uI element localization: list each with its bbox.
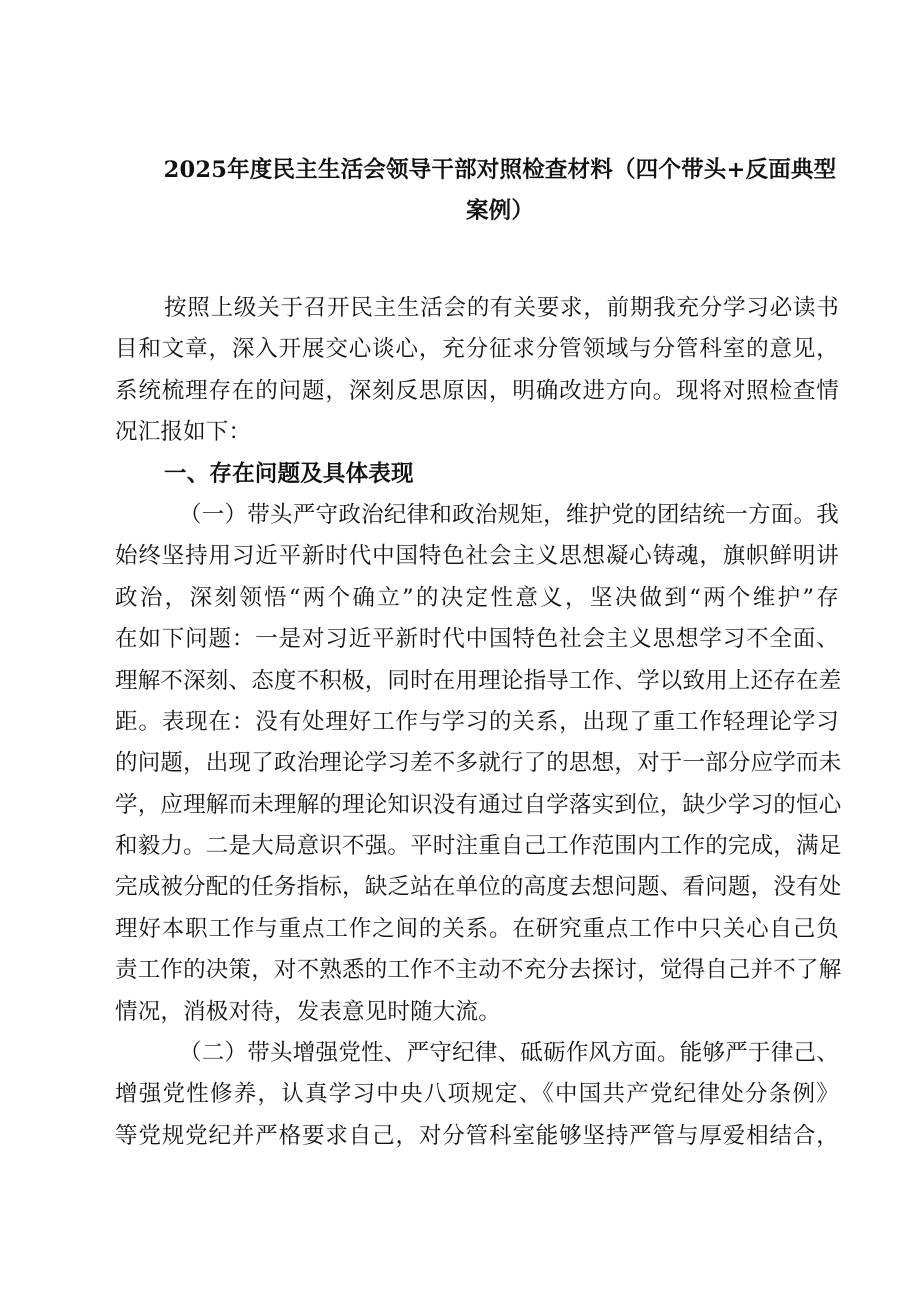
paragraph-line: 理好本职工作与重点工作之间的关系。在研究重点工作中只关心自己负	[115, 915, 839, 942]
paragraph-line: 责工作的决策，对不熟悉的工作不主动不充分去探讨，觉得自己并不了解	[115, 957, 842, 984]
paragraph-line: 始终坚持用习近平新时代中国特色社会主义思想凝心铸魂，旗帜鲜明讲	[115, 543, 839, 570]
paragraph-line: 增强党性修养，认真学习中央八项规定、《中国共产党纪律处分条例》	[115, 1081, 839, 1108]
paragraph-line: 学，应理解而未理解的理论知识没有通过自学落实到位，缺少学习的恒心	[115, 791, 842, 818]
section-heading-text: 一、存在问题及具体表现	[164, 460, 414, 487]
paragraph-line: 距。表现在：没有处理好工作与学习的关系，出现了重工作轻理论学习	[115, 708, 839, 735]
document-body	[115, 288, 842, 1157]
document-title	[160, 150, 840, 233]
paragraph-line: 的问题，出现了政治理论学习差不多就行了的思想，对于一部分应学而未	[115, 750, 842, 777]
paragraph-line: 系统梳理存在的问题，深刻反思原因，明确改进方向。现将对照检查情	[115, 377, 839, 404]
paragraph-line: （二）带头增强党性、严守纪律、砥砺作风方面。能够严于律己、	[179, 1040, 839, 1067]
paragraph-line: 按照上级关于召开民主生活会的有关要求，前期我充分学习必读书	[164, 295, 839, 321]
subsection-paragraph-2	[115, 1033, 839, 1157]
paragraph-line: 完成被分配的任务指标，缺乏站在单位的高度去想问题、看问题，没有处	[115, 874, 842, 901]
paragraph-line: 理解不深刻、态度不积极，同时在用理论指导工作、学以致用上还存在差	[115, 667, 842, 694]
paragraph-line: 况汇报如下：	[115, 419, 252, 446]
paragraph-line: 政治，深刻领悟“两个确立”的决定性意义，坚决做到“两个维护”存	[115, 584, 839, 611]
paragraph-line: 在如下问题：一是对习近平新时代中国特色社会主义思想学习不全面、	[115, 626, 839, 653]
subsection-paragraph-1	[115, 495, 842, 1033]
paragraph-line: （一）带头严守政治纪律和政治规矩，维护党的团结统一方面。我	[179, 501, 839, 528]
paragraph-line: 等党规党纪并严格要求自己，对分管科室能够坚持严管与厚爱相结合，	[115, 1122, 839, 1149]
paragraph-line: 目和文章，深入开展交心谈心，充分征求分管领域与分管科室的意见，	[115, 336, 839, 363]
intro-paragraph	[115, 288, 839, 454]
paragraph-line: 和毅力。二是大局意识不强。平时注重自己工作范围内工作的完成，满足	[115, 833, 842, 860]
title-line: 2025年度民主生活会领导干部对照检查材料（四个带头+反面典型	[163, 157, 837, 183]
section-heading	[115, 454, 839, 495]
paragraph-line: 情况，消极对待，发表意见时随大流。	[115, 998, 501, 1025]
title-line: 案例）	[465, 198, 535, 225]
